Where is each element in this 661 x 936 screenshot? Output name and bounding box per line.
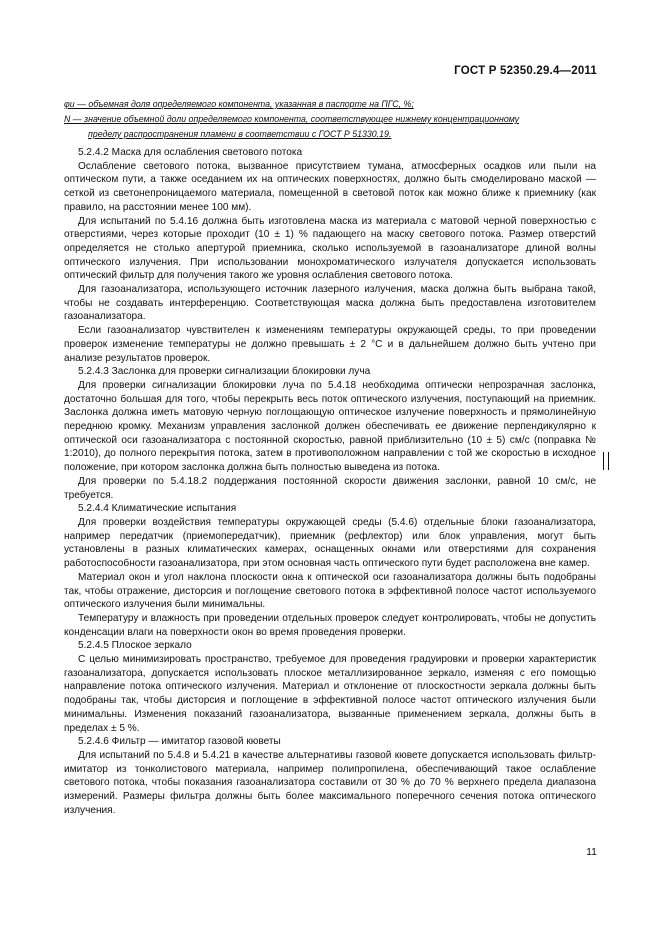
- note-n-cont: пределу распространения пламени в соответствии с ГОСТ Р 51330.19.: [88, 129, 392, 139]
- paragraph: Ослабление светового потока, вызванное присутствием тумана, атмосферных осадков или пыли на оптическом пути, а также оседанием их на оптических поверхностях, должно быть смоделировано маской — сеткой из светонепроницаемого материала, помещенной в световой поток как можно ближе к приемнику (как правило, на расстоянии менее 100 мм).: [64, 160, 596, 213]
- paragraph: Для проверки сигнализации блокировки луча по 5.4.18 необходима оптически непрозрачная заслонка, достаточно большая для того, чтобы перекрыть весь поток оптического излучения, поступающий на приемник. Заслонка должна иметь матовую черную поглощающую оптическое излучение поверхность и прямолинейную переднюю кромку. Механизм управления заслонкой должен обеспечивать ее движение перпендикулярно к оптической оси газоанализатора с постоянной скоростью, равной приблизительно (10 ± 5) см/с (поправка № 1:2010), до полного перекрытия потока, затем в противоположном направлении с той же скоростью в исходное положение, при котором заслонка должна быть полностью выведена из потока.: [64, 379, 596, 474]
- section-heading: 5.2.4.6 Фильтр — имитатор газовой кюветы: [78, 736, 281, 748]
- formula-notes: [64, 97, 596, 142]
- paragraph: Для газоанализатора, использующего источник лазерного излучения, маска должна быть выбрана такой, чтобы не создавать интерференцию. Соответствующая маска должна быть предоставлена изготовителем газоанализатора.: [64, 284, 596, 323]
- document-body: [64, 146, 596, 817]
- paragraph: Для проверки воздействия температуры окружающей среды (5.4.6) отдельные блоки газоанализатора, например передатчик (приемопередатчик), приемник (рефлектор) или блок управления, могут быть установлены в разных климатических камерах, оснащенных окнами или отверстиями для сохранения работоспособности газоанализатора, при этом основная часть оптического пути будет расположена вне камер.: [64, 516, 596, 570]
- paragraph: Для проверки по 5.4.18.2 поддержания постоянной скорости движения заслонки, равной 10 см/с, не требуется.: [64, 475, 596, 501]
- note-phi: φи — объемная доля определяемого компонента, указанная в паспорте на ПГС, %;: [64, 99, 414, 109]
- paragraph: Температуру и влажность при проведении отдельных проверок следует контролировать, чтобы не допустить конденсации влаги на поверхности окон во время проведения проверки.: [64, 612, 596, 638]
- document-id: ГОСТ Р 52350.29.4—2011: [454, 65, 597, 77]
- note-n: N — значение объемной доли определяемого компонента, соответствующее нижнему концентрационному: [64, 114, 520, 124]
- change-bar: [603, 452, 609, 470]
- section-heading: 5.2.4.5 Плоское зеркало: [78, 640, 192, 652]
- paragraph: Для испытаний по 5.4.16 должна быть изготовлена маска из материала с матовой черной поверхностью с отверстиями, через которые проходит (10 ± 1) % падающего на маску светового потока. Размер отверстий определяется не столько апертурой приемника, сколько используемой в газоанализаторе длиной волны оптического излучения. При использовании монохроматического излучателя допускается использовать оптический фильтр для получения такого же уровня ослабления светового потока.: [64, 215, 596, 282]
- paragraph: С целью минимизировать пространство, требуемое для проведения градуировки и проверки характеристик газоанализатора, допускается использовать плоское металлизированное зеркало, изменяя с его помощью направление потока оптического излучения. Материал и отклонение от плоскостности зеркала должны быть подобраны так, чтобы дисторсия и поглощение в эффективной полосе частот оптического излучения были минимальны. Изменения показаний газоанализатора, вызванные применением зеркала, должны быть в пределах ± 5 %.: [64, 654, 596, 734]
- page-number: 11: [586, 846, 597, 858]
- paragraph: Для испытаний по 5.4.8 и 5.4.21 в качестве альтернативы газовой кювете допускается использовать фильтр-имитатор из тонколистового материала, например полипропилена, обеспечивающий такое ослабление светового потока, чтобы показания газоанализатора составили от 30 % до 70 % верхнего предела диапазона измерений. Размеры фильтра должны быть более максимального поперечного сечения потока оптического излучения.: [64, 749, 596, 816]
- paragraph: Если газоанализатор чувствителен к изменениям температуры окружающей среды, то при проведении проверок изменение температуры не должно превышать ± 2 °С и в дальнейшем должно быть учтено при анализе результатов проверок.: [64, 325, 596, 364]
- section-heading: 5.2.4.2 Маска для ослабления светового потока: [78, 147, 303, 158]
- paragraph: Материал окон и угол наклона плоскости окна к оптической оси газоанализатора должны быть подобраны так, чтобы отражение, дисторсия и поглощение светового потока в эффективной полосе частот используемого оптического излучения были минимальны.: [64, 571, 596, 611]
- section-heading: 5.2.4.4 Климатические испытания: [78, 503, 237, 515]
- section-heading: 5.2.4.3 Заслонка для проверки сигнализации блокировки луча: [78, 366, 371, 378]
